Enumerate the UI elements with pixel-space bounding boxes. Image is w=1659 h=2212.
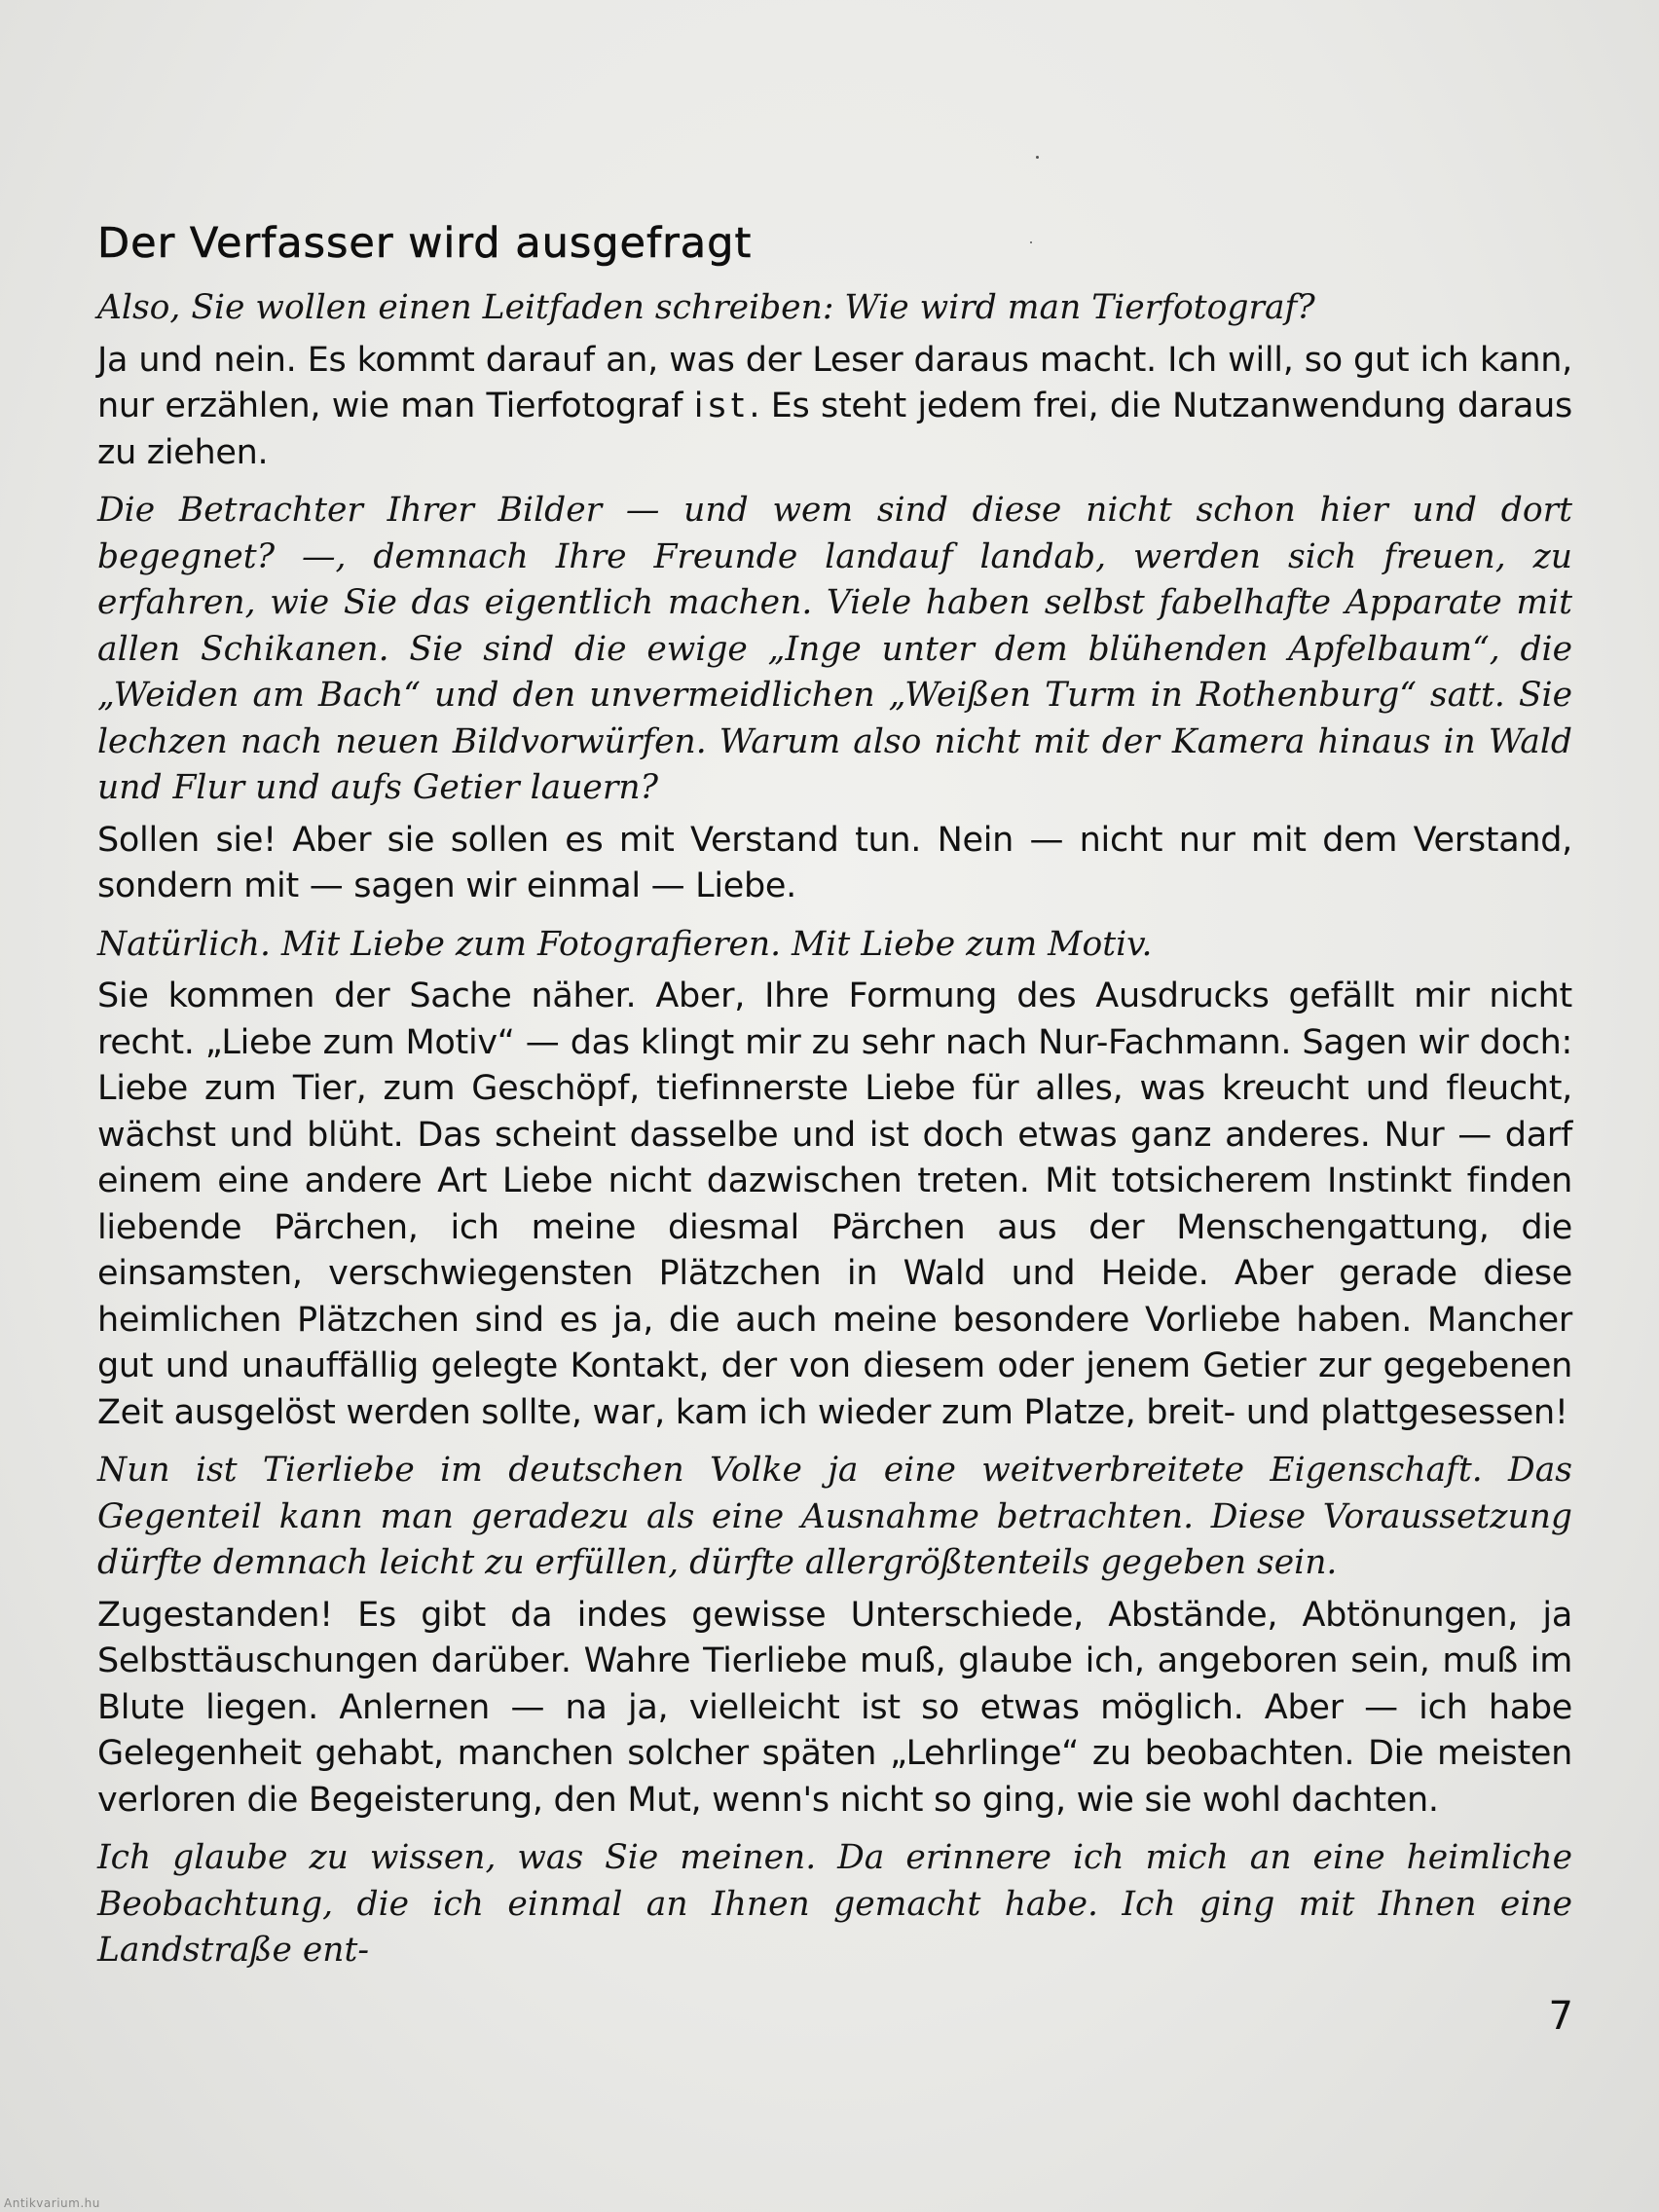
answer-paragraph: Sollen sie! Aber sie sollen es mit Verstand tun. Nein — nicht nur mit dem Verstand, sondern mit — sagen wir einmal — Liebe.: [97, 820, 1572, 905]
question-paragraph: Ich glaube zu wissen, was Sie meinen. Da erinnere ich mich an eine heimliche Beobachtung, die ich einmal an Ihnen gemacht habe. Ich ging mit Ihnen eine Landstraße ent-: [97, 1838, 1572, 1970]
question-paragraph: Nun ist Tierliebe im deutschen Volke ja eine weitverbreitete Eigenschaft. Das Gegenteil kann man geradezu als eine Ausnahme betrachten. Diese Voraussetzung dürfte demnach leicht zu erfüllen, dürfte allergrößtenteils gegeben sein.: [97, 1451, 1572, 1582]
dust-speck: [1036, 156, 1039, 159]
page-content: [97, 219, 1572, 1980]
page-number: 7: [1548, 1994, 1573, 2039]
watermark: Antikvarium.hu: [4, 2196, 100, 2210]
question-paragraph: Natürlich. Mit Liebe zum Fotografieren. Mit Liebe zum Motiv.: [97, 924, 1153, 964]
section-heading: Der Verfasser wird ausgefragt: [97, 219, 753, 268]
answer-text: Ja und nein. Es kommt darauf an, was der Leser daraus macht. Ich will, so gut ich kann, nur erzählen, wie man Tierfotograf: [97, 340, 1572, 425]
question-paragraph: Also, Sie wollen einen Leitfaden schreiben: Wie wird man Tierfotograf?: [97, 288, 1315, 327]
answer-paragraph: Zugestanden! Es gibt da indes gewisse Unterschiede, Abstände, Abtönungen, ja Selbsttäuschungen darüber. Wahre Tierliebe muß, glaube ich, angeboren sein, muß im Blute liegen. Anlernen — na ja, vielleicht ist so etwas möglich. Aber — ich habe Gelegenheit gehabt, manchen solcher späten „Lehrlinge“ zu beobachten. Die meisten verloren die Begeisterung, den Mut, wenn's nicht so ging, wie sie wohl dachten.: [97, 1595, 1572, 1820]
answer-paragraph: [97, 338, 1572, 477]
emphasized-word: ist: [693, 387, 750, 425]
question-paragraph: Die Betrachter Ihrer Bilder — und wem sind diese nicht schon hier und dort begegnet? —, demnach Ihre Freunde landauf landab, werden sich freuen, zu erfahren, wie Sie das eigentlich machen. Viele haben selbst fabelhafte Apparate mit allen Schikanen. Sie sind die ewige „Inge unter dem blühenden Apfelbaum“, die „Weiden am Bach“ und den unvermeidlichen „Weißen Turm in Rothenburg“ satt. Sie lechzen nach neuen Bildvorwürfen. Warum also nicht mit der Kamera hinaus in Wald und Flur und aufs Getier lauern?: [97, 491, 1572, 807]
answer-paragraph: Sie kommen der Sache näher. Aber, Ihre Formung des Ausdrucks gefällt mir nicht recht. „Liebe zum Motiv“ — das klingt mir zu sehr nach Nur-Fachmann. Sagen wir doch: Liebe zum Tier, zum Geschöpf, tiefinnerste Liebe für alles, was kreucht und fleucht, wächst und blüht. Das scheint dasselbe und ist doch etwas ganz anderes. Nur — darf einem eine andere Art Liebe nicht dazwischen treten. Mit totsicherem Instinkt finden liebende Pärchen, ich meine diesmal Pärchen aus der Menschengattung, die einsamsten, verschwiegensten Plätzchen in Wald und Heide. Aber gerade diese heimlichen Plätzchen sind es ja, die auch meine besondere Vorliebe haben. Mancher gut und unauffällig gelegte Kontakt, der von diesem oder jenem Getier zur gegebenen Zeit ausgelöst werden sollte, war, kam ich wieder zum Platze, breit- und plattgesessen!: [97, 977, 1572, 1432]
answer-text: . Es steht jedem frei, die Nutzanwendung daraus zu ziehen.: [97, 387, 1572, 472]
